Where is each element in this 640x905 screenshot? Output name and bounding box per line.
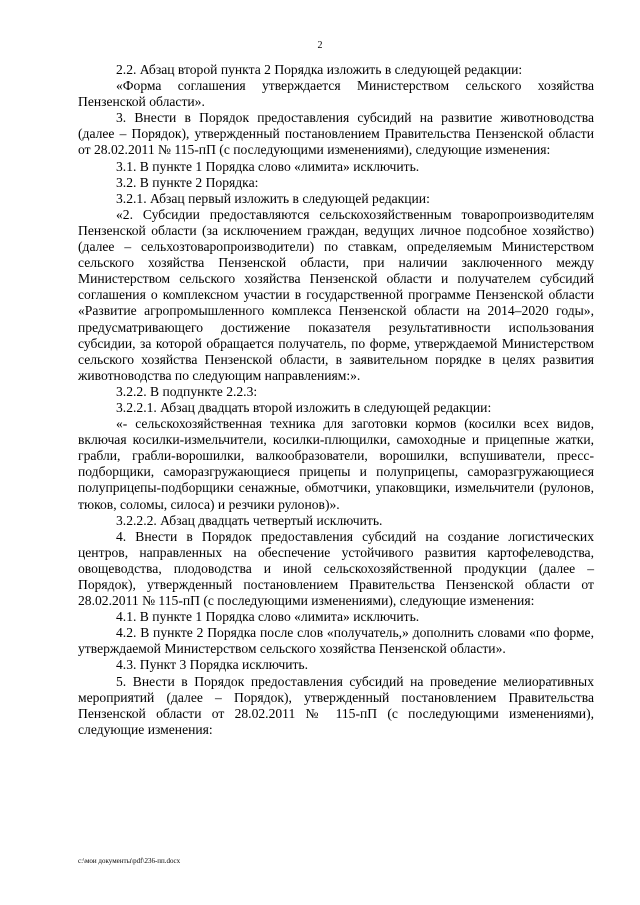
paragraph-3-2-1-text: «2. Субсидии предоставляются сельскохозяйственным товаропроизводителям Пензенской области (за исключением граждан, ведущих личное подсобное хозяйство) (далее – сельхозтоваропроизводители) по ставкам, определяемым Министерством сельского хозяйства Пензенской области, при наличии заключенного между Министерством сельского хозяйства Пензенской области и получателем субсидий соглашения о комплексном участии в государственной программе Пензенской области «Развитие агропромышленного комплекса Пензенской области на 2014–2020 годы», предусматривающего достижение показателя результативности использования субсидии, за которой обращается получатель, по форме, утверждаемой Министерством сельского хозяйства Пензенской области, в заявительном порядке в целях развития животноводства по следующим направлениям:».	[78, 206, 594, 383]
paragraph-2-2: 2.2. Абзац второй пункта 2 Порядка изложить в следующей редакции:	[116, 62, 523, 77]
paragraph-3-2-1: 3.2.1. Абзац первый изложить в следующей редакции:	[116, 190, 430, 206]
paragraph-4: 4. Внести в Порядок предоставления субсидий на создание логистических центров, направленных на обеспечение устойчивого развития картофелеводства, овощеводства, плодоводства и иной сельскохозяйственной продукции (далее – Порядок), утвержденный постановлением Правительства Пензенской области от 28.02.2011 № 115-пП (с последующими изменениями), следующие изменения:	[78, 528, 594, 609]
paragraph-3-2-2-1: 3.2.2.1. Абзац двадцать второй изложить в следующей редакции:	[116, 399, 492, 415]
paragraph-3-2-2: 3.2.2. В подпункте 2.2.3:	[116, 383, 258, 399]
paragraph-4-2: 4.2. В пункте 2 Порядка после слов «получатель,» дополнить словами «по форме, утверждаемой Министерством сельского хозяйства Пензенской области».	[78, 625, 594, 657]
file-path-footer: c:\мои документы\pdf\236-пп.docx	[78, 857, 181, 865]
paragraph-3: 3. Внести в Порядок предоставления субсидий на развитие животноводства (далее – Порядок), утвержденный постановлением Правительства Пензенской области от 28.02.2011 № 115-пП (с последующими изменениями), следующие изменения:	[78, 110, 594, 158]
paragraph-3-1: 3.1. В пункте 1 Порядка слово «лимита» исключить.	[116, 158, 420, 174]
paragraph-2-2-text: «Форма соглашения утверждается Министерством сельского хозяйства Пензенской области».	[78, 78, 594, 110]
paragraph-4-3: 4.3. Пункт 3 Порядка исключить.	[116, 657, 309, 673]
paragraph-3-2: 3.2. В пункте 2 Порядка:	[116, 174, 259, 190]
paragraph-3-2-2-2: 3.2.2.2. Абзац двадцать четвертый исключить.	[116, 512, 383, 528]
paragraph-4-1: 4.1. В пункте 1 Порядка слово «лимита» исключить.	[116, 609, 420, 625]
paragraph-3-2-2-1-text: «- сельскохозяйственная техника для заготовки кормов (косилки всех видов, включая косилки-измельчители, косилки-плющилки, самоходные и прицепные жатки, грабли, грабли-ворошилки, валкообразователи, ворошилки, вспушиватели, пресс-подборщики, саморазгружающиеся прицепы и полуприцепы, саморазгружающиеся полуприцепы-подборщики сенажные, обмотчики, упаковщики, измельчители (рулонов, тюков, соломы, силоса) и резчики рулонов)».	[78, 416, 594, 512]
paragraph-5: 5. Внести в Порядок предоставления субсидий на проведение мелиоративных мероприятий (далее – Порядок), утвержденный постановлением Правительства Пензенской области от 28.02.2011 № 115-пП (с последующими изменениями), следующие изменения:	[78, 673, 594, 737]
page-number: 2	[317, 40, 323, 51]
document-body	[78, 62, 594, 738]
